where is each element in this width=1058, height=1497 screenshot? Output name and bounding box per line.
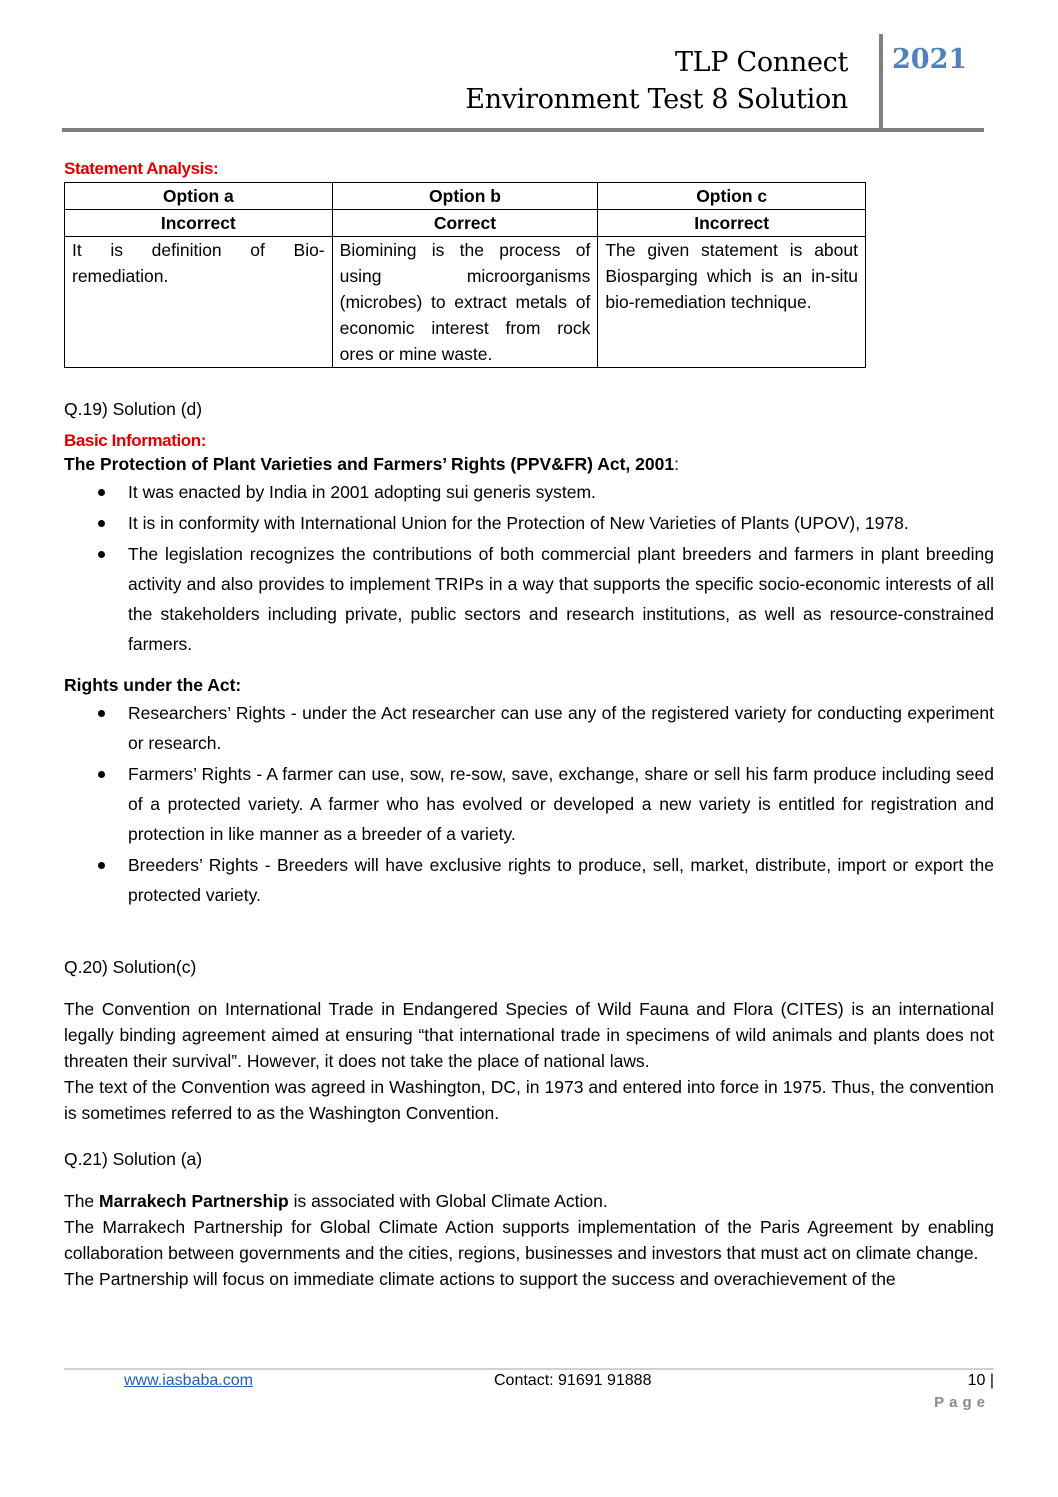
page-number: 10 | xyxy=(967,1372,994,1389)
document-title xyxy=(465,44,848,118)
list-item: It was enacted by India in 2001 adopting sui generis system. xyxy=(64,477,994,507)
bullet-icon xyxy=(98,520,105,527)
list-item: Researchers’ Rights - under the Act researcher can use any of the registered variety for conducting experiment or research. xyxy=(64,698,994,758)
q20-title: Q.20) Solution(c) xyxy=(64,957,197,977)
q21-paragraph-1: The Marrakech Partnership is associated with Global Climate Action. xyxy=(64,1191,608,1211)
bullet-icon xyxy=(98,489,105,496)
verdict-option-a: Incorrect xyxy=(65,210,333,237)
explanation-option-c: The given statement is about Biosparging which is an in-situ bio-remediation technique. xyxy=(598,237,866,368)
q19-title: Q.19) Solution (d) xyxy=(64,399,203,419)
header-vertical-rule xyxy=(879,34,883,130)
header-horizontal-rule xyxy=(62,128,984,132)
rights-heading: Rights under the Act: xyxy=(64,675,242,695)
contact-number: Contact: 91691 91888 xyxy=(494,1372,652,1389)
q20-paragraph-2: The text of the Convention was agreed in Washington, DC, in 1973 and entered into force in 1975. Thus, the convention is sometimes referred to as the Washington Convention. xyxy=(64,1077,994,1123)
table-header-row xyxy=(65,183,866,210)
header-year: 2021 xyxy=(892,44,968,75)
column-header-option-b: Option b xyxy=(332,183,598,210)
act-title xyxy=(64,452,994,476)
bullet-icon xyxy=(98,771,105,778)
act-title-colon: : xyxy=(674,454,679,474)
explanation-row xyxy=(65,237,866,368)
verdict-option-b: Correct xyxy=(332,210,598,237)
title-line-2: Environment Test 8 Solution xyxy=(465,84,848,115)
q21-paragraph-3: The Partnership will focus on immediate climate actions to support the success and overachievement of the xyxy=(64,1269,896,1289)
page-header xyxy=(62,0,984,132)
website-link[interactable]: www.iasbaba.com xyxy=(124,1372,253,1389)
column-header-option-a: Option a xyxy=(65,183,333,210)
q21-title: Q.21) Solution (a) xyxy=(64,1149,203,1169)
q21-paragraph-2: The Marrakech Partnership for Global Climate Action supports implementation of the Paris Agreement by enabling collaboration between governments and the cities, regions, businesses and investors that must act on climate change. xyxy=(64,1217,994,1263)
basic-information-heading: Basic Information: xyxy=(64,431,207,450)
list-item: The legislation recognizes the contributions of both commercial plant breeders and farmers in plant breeding activity and also provides to implement TRIPs in a way that supports the specific socio-economic interests of all the stakeholders including private, public sectors and research institutions, as well as resource-constrained farmers. xyxy=(64,539,994,659)
column-header-option-c: Option c xyxy=(598,183,866,210)
explanation-option-a: It is definition of Bio-remediation. xyxy=(65,237,333,368)
footer-rule xyxy=(64,1368,994,1370)
title-line-1: TLP Connect xyxy=(674,47,848,78)
statement-analysis-table xyxy=(64,182,866,368)
bullet-icon xyxy=(98,551,105,558)
list-item: Breeders’ Rights - Breeders will have exclusive rights to produce, sell, market, distribute, import or export the protected variety. xyxy=(64,850,994,910)
list-item: Farmers’ Rights - A farmer can use, sow, re-sow, save, exchange, share or sell his farm produce including seed of a protected variety. A farmer who has evolved or developed a new variety is entitled for registration and protection in like manner as a breeder of a variety. xyxy=(64,759,994,849)
marrakech-partnership-bold: Marrakech Partnership xyxy=(99,1191,289,1211)
statement-analysis-heading: Statement Analysis: xyxy=(64,159,219,178)
bullet-icon xyxy=(98,710,105,717)
page-content xyxy=(64,158,994,1292)
bullet-icon xyxy=(98,862,105,869)
page-footer xyxy=(64,1368,994,1428)
page-label: Page xyxy=(934,1394,990,1411)
rights-bullet-list xyxy=(64,698,994,910)
act-bullet-list xyxy=(64,477,994,659)
list-item: It is in conformity with International Union for the Protection of New Varieties of Plants (UPOV), 1978. xyxy=(64,508,994,538)
act-title-text: The Protection of Plant Varieties and Farmers’ Rights (PPV&FR) Act, 2001 xyxy=(64,454,675,474)
explanation-option-b: Biomining is the process of using microorganisms (microbes) to extract metals of economic interest from rock ores or mine waste. xyxy=(332,237,598,368)
verdict-row xyxy=(65,210,866,237)
q20-paragraph-1: The Convention on International Trade in Endangered Species of Wild Fauna and Flora (CITES) is an international legally binding agreement aimed at ensuring “that international trade in specimens of wild animals and plants does not threaten their survival”. However, it does not take the place of national laws. xyxy=(64,999,994,1071)
verdict-option-c: Incorrect xyxy=(598,210,866,237)
